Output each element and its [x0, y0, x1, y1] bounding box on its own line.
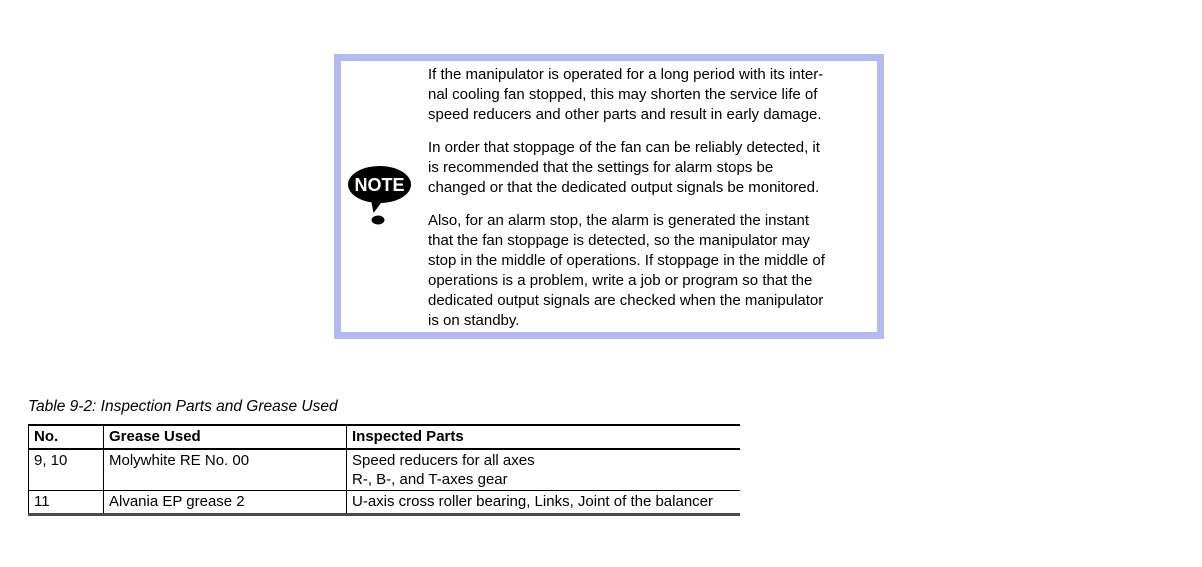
cell-inspected-parts [347, 449, 740, 491]
note-text-line: that the fan stoppage is detected, so the manipulator may [428, 232, 810, 249]
cell-grease-used: Alvania EP grease 2 [104, 491, 347, 515]
note-paragraph-2 [428, 138, 874, 198]
note-paragraph-3 [428, 211, 874, 331]
note-icon-label: NOTE [354, 175, 405, 195]
table-row [29, 449, 740, 491]
note-text-line: changed or that the dedicated output signals be monitored. [428, 179, 820, 196]
cell-line: R-, B-, and T-axes gear [352, 471, 508, 488]
note-text-column [428, 65, 874, 344]
table-caption: Table 9-2: Inspection Parts and Grease Used [28, 398, 338, 415]
note-text-line: In order that stoppage of the fan can be reliably detected, it [428, 139, 820, 156]
note-callout-box [334, 54, 884, 339]
cell-no: 11 [29, 491, 104, 515]
cell-line: Speed reducers for all axes [352, 452, 535, 469]
note-text-line: Also, for an alarm stop, the alarm is generated the instant [428, 212, 810, 229]
note-text-line: is on standby. [428, 312, 520, 329]
cell-no: 9, 10 [29, 449, 104, 491]
note-text-line: is recommended that the settings for alarm stops be [428, 159, 774, 176]
note-text-line: dedicated output signals are checked when the manipulator [428, 292, 824, 309]
note-text-line: speed reducers and other parts and result in early damage. [428, 106, 822, 123]
note-text-line: If the manipulator is operated for a long period with its inter- [428, 66, 824, 83]
column-header-grease-used: Grease Used [104, 425, 347, 449]
cell-inspected-parts [347, 491, 740, 515]
inspection-table [28, 424, 740, 516]
cell-grease-used: Molywhite RE No. 00 [104, 449, 347, 491]
cell-line: U-axis cross roller bearing, Links, Joint of the balancer [352, 493, 713, 510]
table-header-row [29, 425, 740, 449]
column-header-inspected-parts: Inspected Parts [347, 425, 740, 449]
note-text-line: nal cooling fan stopped, this may shorten the service life of [428, 86, 818, 103]
note-text-line: stop in the middle of operations. If stoppage in the middle of [428, 252, 825, 269]
note-icon [346, 163, 416, 227]
column-header-no: No. [29, 425, 104, 449]
note-paragraph-1 [428, 65, 874, 125]
table-row [29, 491, 740, 515]
note-text-line: operations is a problem, write a job or program so that the [428, 272, 813, 289]
